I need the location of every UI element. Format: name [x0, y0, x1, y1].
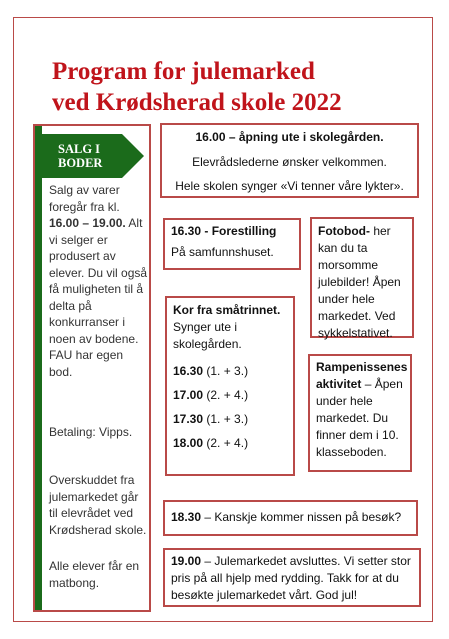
opening-box [160, 123, 419, 198]
opening-line-1: Elevrådslederne ønsker velkommen. [192, 155, 387, 169]
photo-booth-box [310, 217, 414, 338]
photo-heading: Fotobod- [318, 224, 370, 238]
sidebar-payment: Betaling: Vipps. [49, 425, 133, 439]
closing-box [163, 548, 421, 607]
show-text: På samfunnshuset. [171, 245, 274, 259]
sidebar-intro-post: Alt vi selger er produsert av elever. Du vil også få muligheten til å delta på konkurranser i noen av bodene. FAU har egen bod. [49, 216, 148, 379]
sidebar-accent-bar [35, 126, 42, 610]
choir-slot-time: 18.00 [173, 436, 204, 450]
sidebar-intro-time: 16.00 – 19.00. [49, 216, 126, 230]
sidebar-food: Alle elever får en matbong. [49, 559, 140, 590]
title-line-2: ved Krødsherad skole 2022 [52, 89, 342, 116]
choir-slot-time: 17.00 [173, 388, 204, 402]
rampe-text: – Åpen under hele markedet. Du finner dem i 10. klasseboden. [316, 377, 403, 459]
sidebar-sales-box [33, 124, 151, 612]
photo-text: her kan du ta morsomme julebilder! Åpen under hele markedet. Ved sykkelstativet. [318, 224, 401, 340]
rampe-heading: Rampenissenes aktivitet [316, 360, 408, 391]
choir-text: Synger ute i skolegården. [173, 320, 242, 351]
title-line-1: Program for julemarked [52, 58, 315, 85]
santa-text: – Kanskje kommer nissen på besøk? [204, 510, 402, 524]
choir-slot-time: 16.30 [173, 364, 204, 378]
sidebar-intro-pre: Salg av varer foregår fra kl. [49, 183, 120, 214]
sidebar-surplus: Overskuddet fra julemarkedet går til elevrådet ved Krødsherad skole. [49, 473, 147, 537]
sales-tag-label: SALG I BODER [58, 142, 103, 170]
choir-slot-group: (1. + 3.) [206, 364, 249, 378]
sales-tag [40, 134, 144, 178]
choir-slot-group: (1. + 3.) [206, 412, 249, 426]
sidebar-intro [49, 182, 149, 380]
santa-box [163, 500, 418, 536]
rampe-box [308, 354, 412, 472]
choir-slot [173, 363, 287, 380]
closing-text: – Julemarkedet avsluttes. Vi setter stor pris på all hjelp med rydding. Takk for at du besøkte julemarkedet vårt. God jul! [171, 554, 411, 602]
choir-slot-time: 17.30 [173, 412, 204, 426]
choir-slot [173, 435, 287, 452]
choir-slot-group: (2. + 4.) [206, 388, 249, 402]
choir-box [165, 296, 295, 476]
opening-heading: 16.00 – åpning ute i skolegården. [195, 130, 384, 144]
choir-heading: Kor fra småtrinnet. [173, 303, 281, 317]
page-title [52, 56, 422, 118]
closing-time: 19.00 [171, 554, 202, 568]
show-heading: 16.30 - Forestilling [171, 224, 277, 238]
choir-slot-group: (2. + 4.) [206, 436, 249, 450]
show-box [163, 218, 301, 270]
choir-slot [173, 387, 287, 404]
choir-slot [173, 411, 287, 428]
santa-time: 18.30 [171, 510, 202, 524]
opening-line-2: Hele skolen synger «Vi tenner våre lykter». [175, 179, 404, 193]
